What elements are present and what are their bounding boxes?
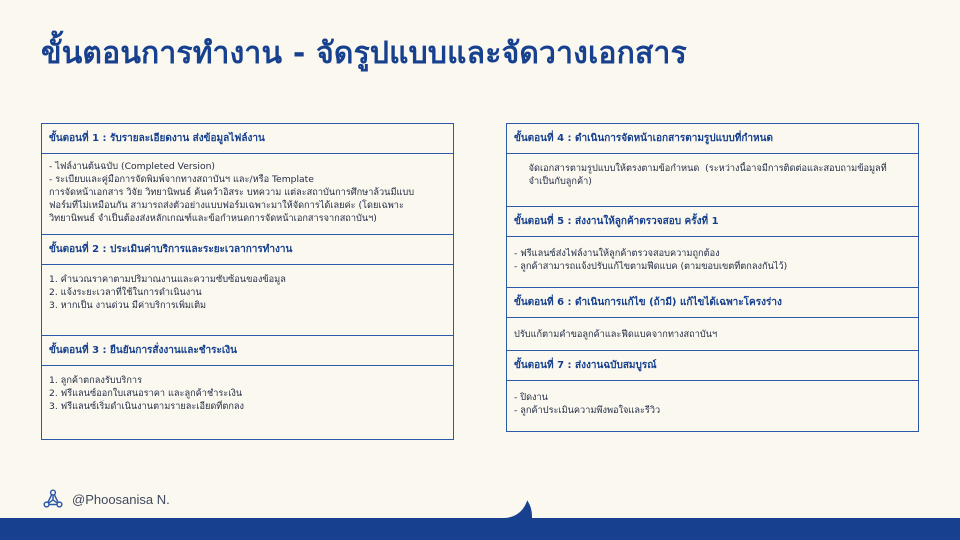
triangle-network-logo-icon — [42, 488, 64, 510]
step-4-heading: ขั้นตอนที่ 4 : ดำเนินการจัดหน้าเอกสารตามรูปแบบที่กำหนด — [507, 124, 918, 154]
step-7-heading: ขั้นตอนที่ 7 : ส่งงานฉบับสมบูรณ์ — [507, 351, 918, 381]
left-column — [41, 123, 454, 440]
step-5-line: - ฟรีแลนซ์ส่งไฟล์งานให้ลูกค้าตรวจสอบความถูกต้อง — [514, 248, 720, 259]
step-1-line: วิทยานิพนธ์ จำเป็นต้องส่งหลักเกณฑ์และข้อกำหนดการจัดหน้าเอกสารจากสถาบันฯ) — [49, 213, 377, 224]
step-4-line: จัดเอกสารตามรูปแบบให้ตรงตามข้อกำหนด (ระหว่างนี้อาจมีการติดต่อและสอบถามข้อมูลที่ — [514, 163, 887, 174]
step-3-body — [42, 366, 453, 439]
step-4-line: จำเป็นกับลูกค้า) — [514, 176, 592, 187]
right-column — [506, 123, 919, 432]
step-1-heading: ขั้นตอนที่ 1 : รับรายละเอียดงาน ส่งข้อมูลไฟล์งาน — [42, 124, 453, 154]
step-6-box — [506, 288, 919, 351]
step-3-line: 1. ลูกค้าตกลงรับบริการ — [49, 375, 143, 386]
step-1-line: ฟอร์มที่ไม่เหมือนกัน สามารถส่งตัวอย่างแบบฟอร์มเฉพาะมาให้จัดการได้เลยค่ะ (โดยเฉพาะ — [49, 200, 404, 211]
step-3-line: 3. ฟรีแลนซ์เริ่มดำเนินงานตามรายละเอียดที่ตกลง — [49, 401, 245, 412]
step-7-line: - ลูกค้าประเมินความพึงพอใจและรีวิว — [514, 405, 661, 416]
step-7-body — [507, 381, 918, 431]
step-3-line: 2. ฟรีแลนซ์ออกใบเสนอราคา และลูกค้าชำระเงิน — [49, 388, 243, 399]
step-2-line: 3. หากเป็น งานด่วน มีค่าบริการเพิ่มเติม — [49, 300, 207, 311]
step-1-line: - ระเบียบและคู่มือการจัดพิมพ์จากทางสถาบันฯ และ/หรือ Template — [49, 174, 314, 185]
footer-brand — [42, 488, 170, 510]
step-4-box — [506, 123, 919, 207]
step-2-heading: ขั้นตอนที่ 2 : ประเมินค่าบริการและระยะเวลาการทำงาน — [42, 235, 453, 265]
step-5-heading: ขั้นตอนที่ 5 : ส่งงานให้ลูกค้าตรวจสอบ ครั้งที่ 1 — [507, 207, 918, 237]
step-1-body — [42, 154, 453, 234]
footer-band — [0, 518, 960, 540]
step-4-body — [507, 154, 918, 206]
step-1-line: การจัดหน้าเอกสาร วิจัย วิทยานิพนธ์ ค้นคว้าอิสระ บทความ แต่ละสถาบันการศึกษาล้วนมีแบบ — [49, 187, 415, 198]
step-7-box — [506, 351, 919, 432]
step-5-body — [507, 237, 918, 287]
step-2-line: 1. คำนวณราคาตามปริมาณงานและความซับซ้อนของข้อมูล — [49, 274, 286, 285]
step-1-box — [41, 123, 454, 235]
step-2-box — [41, 235, 454, 336]
step-6-body — [507, 318, 918, 350]
page-title: ขั้นตอนการทำงาน - จัดรูปแบบและจัดวางเอกสาร — [41, 36, 687, 71]
step-1-line: - ไฟล์งานต้นฉบับ (Completed Version) — [49, 161, 215, 172]
step-6-heading: ขั้นตอนที่ 6 : ดำเนินการแก้ไข (ถ้ามี) แก้ไขได้เฉพาะโครงร่าง — [507, 288, 918, 318]
step-2-body — [42, 265, 453, 335]
step-3-heading: ขั้นตอนที่ 3 : ยืนยันการสั่งงานและชำระเงิน — [42, 336, 453, 366]
step-7-line: - ปิดงาน — [514, 392, 548, 403]
step-3-box — [41, 336, 454, 440]
step-6-line: ปรับแก้ตามคำขอลูกค้าและฟีดแบคจากทางสถาบันฯ — [514, 329, 718, 340]
step-5-line: - ลูกค้าสามารถแจ้งปรับแก้ไขตามฟีดแบค (ตามขอบเขตที่ตกลงกันไว้) — [514, 261, 788, 272]
step-2-line: 2. แจ้งระยะเวลาที่ใช้ในการดำเนินงาน — [49, 287, 202, 298]
step-5-box — [506, 207, 919, 288]
author-handle: @Phoosanisa N. — [72, 491, 170, 507]
